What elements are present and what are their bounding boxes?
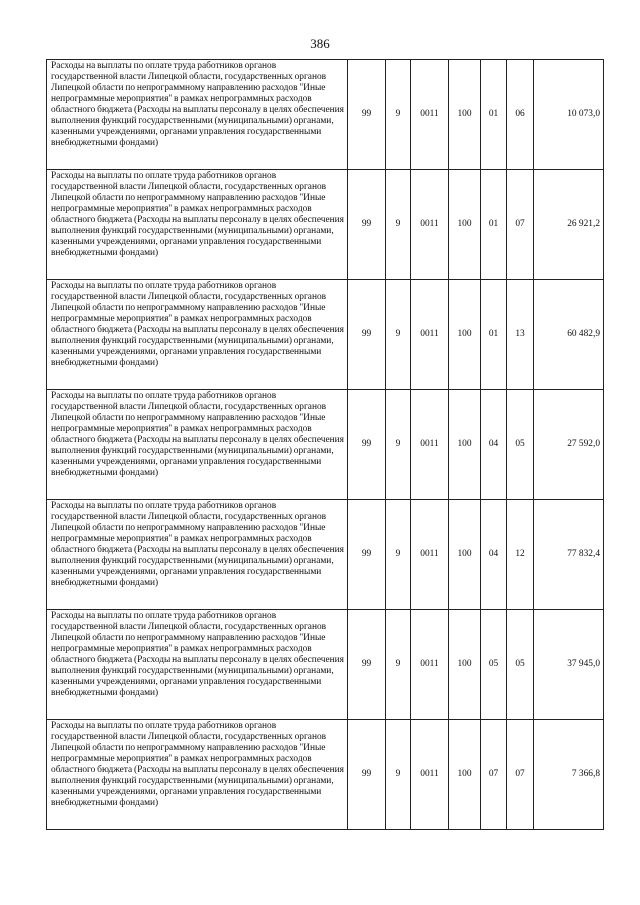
expense-type-code: 100 (449, 390, 481, 500)
amount-value: 26 921,2 (534, 170, 604, 280)
subprogram-code: 9 (386, 720, 411, 830)
expense-description: Расходы на выплаты по оплате труда работников органов государственной власти Липецкой области, государственных органов Липецкой области по непрограммному направлению расходов "Иные непрограммные мероприятия" в рамках непрограммных расходов областного бюджета (Расходы на выплаты персоналу в целях обеспечения выполнения функций государственными (муниципальными) органами, казенными учреждениями, органами управления государственными внебюджетными фондами) (47, 610, 348, 720)
table-row (47, 610, 604, 720)
program-code: 99 (348, 610, 386, 720)
expense-type-code: 100 (449, 170, 481, 280)
subprogram-code: 9 (386, 60, 411, 170)
amount-value: 7 366,8 (534, 720, 604, 830)
direction-code: 0011 (411, 60, 449, 170)
section-code: 04 (481, 500, 507, 610)
expense-type-code: 100 (449, 60, 481, 170)
section-code: 07 (481, 720, 507, 830)
direction-code: 0011 (411, 720, 449, 830)
subsection-code: 05 (507, 390, 534, 500)
direction-code: 0011 (411, 390, 449, 500)
expense-description: Расходы на выплаты по оплате труда работников органов государственной власти Липецкой области, государственных органов Липецкой области по непрограммному направлению расходов "Иные непрограммные мероприятия" в рамках непрограммных расходов областного бюджета (Расходы на выплаты персоналу в целях обеспечения выполнения функций государственными (муниципальными) органами, казенными учреждениями, органами управления государственными внебюджетными фондами) (47, 280, 348, 390)
section-code: 05 (481, 610, 507, 720)
expense-description: Расходы на выплаты по оплате труда работников органов государственной власти Липецкой области, государственных органов Липецкой области по непрограммному направлению расходов "Иные непрограммные мероприятия" в рамках непрограммных расходов областного бюджета (Расходы на выплаты персоналу в целях обеспечения выполнения функций государственными (муниципальными) органами, казенными учреждениями, органами управления государственными внебюджетными фондами) (47, 720, 348, 830)
program-code: 99 (348, 60, 386, 170)
program-code: 99 (348, 500, 386, 610)
section-code: 01 (481, 280, 507, 390)
table-row (47, 60, 604, 170)
subsection-code: 07 (507, 170, 534, 280)
direction-code: 0011 (411, 500, 449, 610)
section-code: 01 (481, 60, 507, 170)
table-row (47, 170, 604, 280)
subsection-code: 13 (507, 280, 534, 390)
table-row (47, 390, 604, 500)
direction-code: 0011 (411, 610, 449, 720)
direction-code: 0011 (411, 170, 449, 280)
subprogram-code: 9 (386, 170, 411, 280)
direction-code: 0011 (411, 280, 449, 390)
budget-table-body (47, 60, 604, 830)
expense-type-code: 100 (449, 720, 481, 830)
expense-description: Расходы на выплаты по оплате труда работников органов государственной власти Липецкой области, государственных органов Липецкой области по непрограммному направлению расходов "Иные непрограммные мероприятия" в рамках непрограммных расходов областного бюджета (Расходы на выплаты персоналу в целях обеспечения выполнения функций государственными (муниципальными) органами, казенными учреждениями, органами управления государственными внебюджетными фондами) (47, 500, 348, 610)
subsection-code: 07 (507, 720, 534, 830)
subprogram-code: 9 (386, 390, 411, 500)
subprogram-code: 9 (386, 280, 411, 390)
section-code: 04 (481, 390, 507, 500)
expense-type-code: 100 (449, 500, 481, 610)
table-row (47, 280, 604, 390)
program-code: 99 (348, 720, 386, 830)
subprogram-code: 9 (386, 610, 411, 720)
expense-description: Расходы на выплаты по оплате труда работников органов государственной власти Липецкой области, государственных органов Липецкой области по непрограммному направлению расходов "Иные непрограммные мероприятия" в рамках непрограммных расходов областного бюджета (Расходы на выплаты персоналу в целях обеспечения выполнения функций государственными (муниципальными) органами, казенными учреждениями, органами управления государственными внебюджетными фондами) (47, 60, 348, 170)
program-code: 99 (348, 390, 386, 500)
amount-value: 60 482,9 (534, 280, 604, 390)
expense-type-code: 100 (449, 280, 481, 390)
page-number: 386 (310, 36, 330, 51)
subsection-code: 06 (507, 60, 534, 170)
program-code: 99 (348, 170, 386, 280)
subsection-code: 05 (507, 610, 534, 720)
amount-value: 77 832,4 (534, 500, 604, 610)
program-code: 99 (348, 280, 386, 390)
amount-value: 37 945,0 (534, 610, 604, 720)
amount-value: 10 073,0 (534, 60, 604, 170)
amount-value: 27 592,0 (534, 390, 604, 500)
subsection-code: 12 (507, 500, 534, 610)
expense-type-code: 100 (449, 610, 481, 720)
expense-description: Расходы на выплаты по оплате труда работников органов государственной власти Липецкой области, государственных органов Липецкой области по непрограммному направлению расходов "Иные непрограммные мероприятия" в рамках непрограммных расходов областного бюджета (Расходы на выплаты персоналу в целях обеспечения выполнения функций государственными (муниципальными) органами, казенными учреждениями, органами управления государственными внебюджетными фондами) (47, 170, 348, 280)
subprogram-code: 9 (386, 500, 411, 610)
table-row (47, 720, 604, 830)
expense-description: Расходы на выплаты по оплате труда работников органов государственной власти Липецкой области, государственных органов Липецкой области по непрограммному направлению расходов "Иные непрограммные мероприятия" в рамках непрограммных расходов областного бюджета (Расходы на выплаты персоналу в целях обеспечения выполнения функций государственными (муниципальными) органами, казенными учреждениями, органами управления государственными внебюджетными фондами) (47, 390, 348, 500)
table-row (47, 500, 604, 610)
budget-table (46, 59, 604, 830)
section-code: 01 (481, 170, 507, 280)
